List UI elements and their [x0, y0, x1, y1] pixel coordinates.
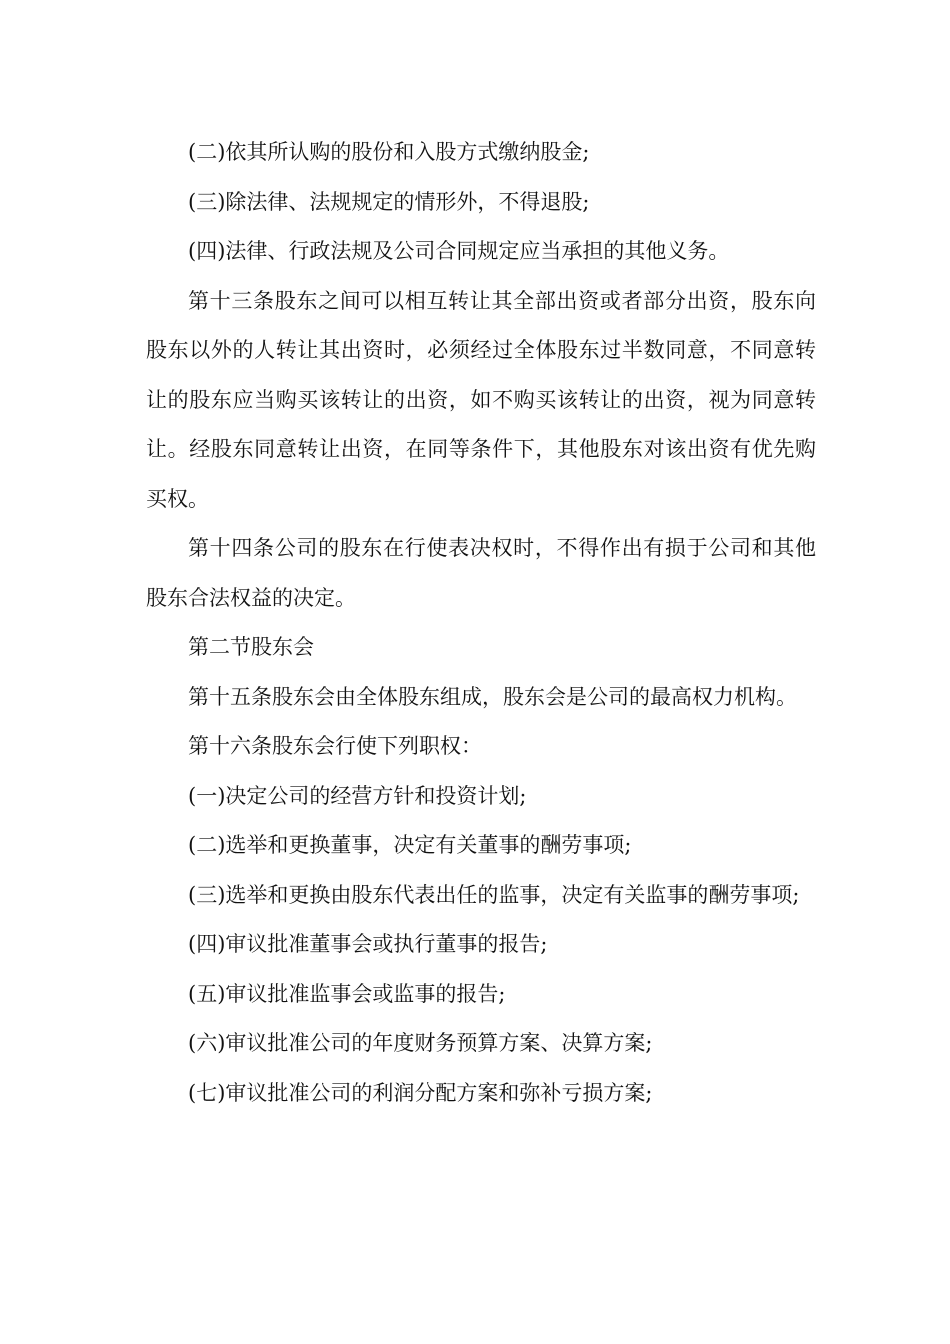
article-paragraph: 第十六条股东会行使下列职权： [188, 734, 482, 758]
clause-paragraph: (一)决定公司的经营方针和投资计划; [188, 783, 527, 808]
clause-paragraph: (二)依其所认购的股份和入股方式缴纳股金; [188, 140, 590, 164]
clause-paragraph: (四)审议批准董事会或执行董事的报告; [188, 932, 548, 956]
section-heading: 第二节股东会 [188, 635, 314, 659]
article-paragraph: 第十三条股东之间可以相互转让其全部出资或者部分出资，股东向股东以外的人转让其出资时，必须经过全体股东过半数同意，不同意转让的股东应当购买该转让的出资，如不购买该转让的出资，视为同意转让。经股东同意转让出资，在同等条件下，其他股东对该出资有优先购买权。 [146, 288, 816, 511]
clause-paragraph: (二)选举和更换董事，决定有关董事的酬劳事项; [188, 833, 632, 857]
clause-paragraph: (三)选举和更换由股东代表出任的监事，决定有关监事的酬劳事项; [188, 882, 800, 907]
clause-paragraph: (三)除法律、法规规定的情形外，不得退股; [188, 189, 590, 214]
clause-paragraph: (五)审议批准监事会或监事的报告; [188, 981, 506, 1006]
clause-paragraph: (七)审议批准公司的利润分配方案和弥补亏损方案; [188, 1080, 653, 1105]
article-paragraph: 第十五条股东会由全体股东组成，股东会是公司的最高权力机构。 [188, 684, 797, 709]
article-paragraph: 第十四条公司的股东在行使表决权时，不得作出有损于公司和其他股东合法权益的决定。 [146, 536, 816, 610]
document-body [146, 128, 816, 1118]
clause-paragraph: (四)法律、行政法规及公司合同规定应当承担的其他义务。 [188, 239, 730, 263]
clause-paragraph: (六)审议批准公司的年度财务预算方案、决算方案; [188, 1031, 653, 1055]
